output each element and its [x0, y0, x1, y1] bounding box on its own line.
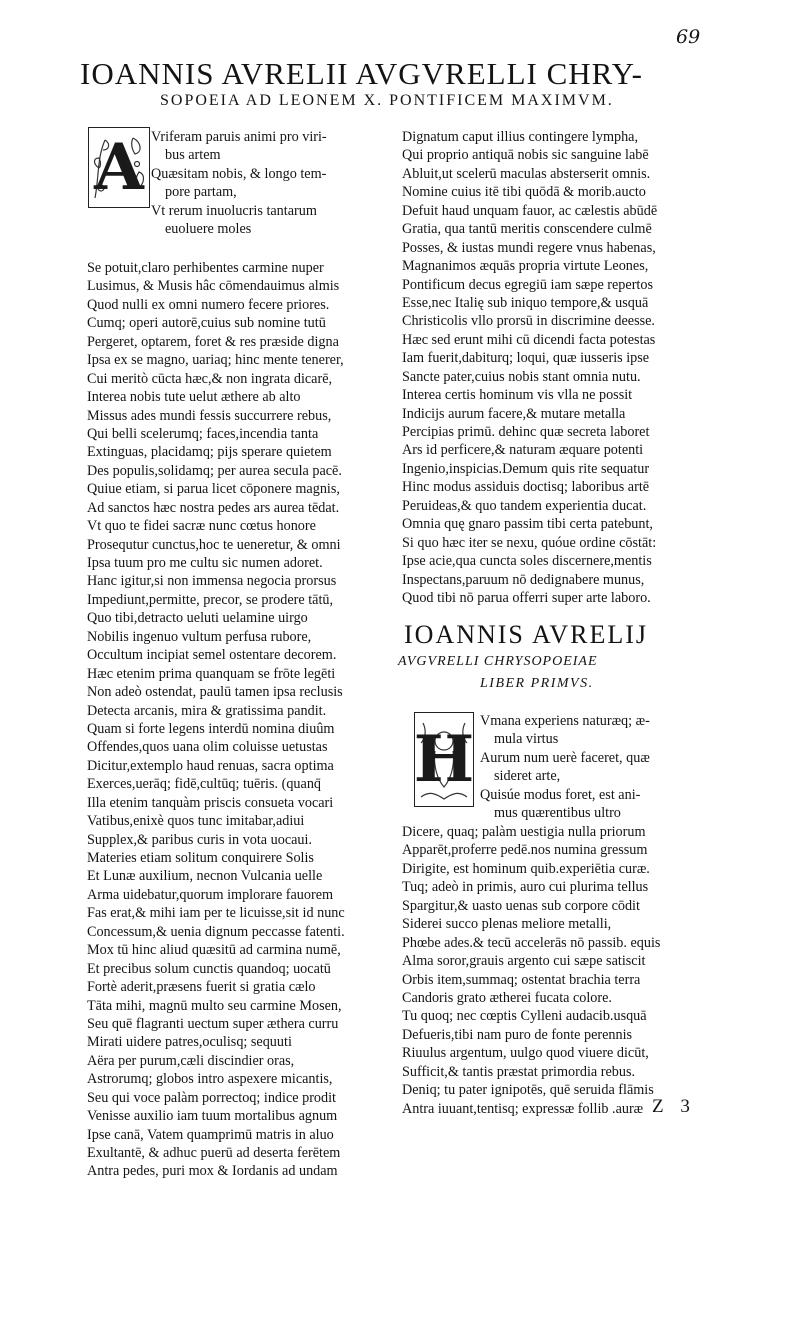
text-line: Prosequtur cunctus,hoc te ueneretur, & omni [87, 536, 341, 553]
text-line: Des populis,solidamq; per aurea secula pacē. [87, 462, 342, 479]
text-line: Ipsa ex se magno, uariaq; hinc mente tenerer, [87, 352, 344, 369]
text-line: Ars id perficere,& naturam æquare potenti [402, 442, 644, 459]
text-line: Qui belli scelerumq; faces,incendia tanta [87, 425, 319, 442]
text-line: Ipse canā, Vatem quamprimū matris in aluo [87, 1126, 334, 1143]
text-line: Ipsa tuum pro me cultu sic numen adoret. [87, 555, 323, 571]
text-line: Iam fuerit,dabiturq; loqui, quæ iusseris ipse [402, 350, 650, 367]
text-line: Indicijs aurum facere,& mutare metalla [402, 405, 626, 422]
text-line: Arma uidebatur,quorum implorare fauorem [87, 886, 334, 903]
page-number: 69 [676, 26, 701, 48]
title-line-1: IOANNIS AVRELII AVGVRELLI CHRY- [80, 56, 643, 91]
text-line: bus artem [165, 147, 221, 164]
bleed-through-shadow [402, 586, 722, 616]
text-line: Phœbe ades.& tecū accelerās nō passib. equis [402, 934, 661, 951]
text-line: Posses, & iustas mundi regere vnus habenas, [402, 239, 656, 256]
text-line: Hinc modus assiduis doctisq; laboribus artē [402, 479, 650, 496]
text-line: Si quo hæc iter se nexu, quóue ordine cōstāt: [402, 534, 657, 551]
text-line: Illa etenim tanquàm priscis consueta vocari [87, 794, 334, 811]
text-line: Percipias primū. dehinc quæ secreta laboret [402, 424, 650, 440]
text-line: Vt rerum inuolucris tantarum [151, 202, 317, 219]
initial-letter-h: H [413, 722, 475, 797]
text-line: Esse,nec Italię sub iniquo tempore,& usquā [402, 294, 649, 311]
book-heading-line-1: IOANNIS AVRELIJ [404, 620, 649, 649]
text-line: Gratia, qua tantū meritis conscendere culmē [402, 221, 652, 238]
text-line: Magnanimos æquās propria virtute Leones, [402, 258, 649, 275]
text-line: Deniq; tu pater ignipotēs, quē seruida flāmis [402, 1082, 654, 1099]
text-line: Christicolis vllo prorsū in discrimine deesse. [402, 313, 655, 330]
text-line: Interea certis hominum vis vlla ne possit [402, 387, 633, 404]
text-line: Riuulus argentum, uulgo quod viuere dicūt, [402, 1045, 649, 1062]
text-line: Cumq; operi autorē,cuius sub nomine tutū [87, 315, 326, 332]
text-line: Seu quē flagranti uectum super æthera curru [87, 1015, 339, 1032]
text-line: Vmana experiens naturæq; æ- [480, 713, 650, 729]
text-line: Missus ades mundi fessis succurrere rebus, [87, 407, 332, 424]
right-dropcap-text [480, 712, 712, 823]
text-line: Pontificum decus egregiū iam sæpe repertos [402, 276, 653, 293]
text-line: Cui meritò cūcta hæc,& non ingrata dicarē, [87, 370, 333, 387]
text-line: Lusimus, & Musis hâc cōmendauimus almis [87, 278, 340, 295]
text-line: Candoris grato ætherei fucata colore. [402, 989, 612, 1006]
text-line: Quisúe modus foret, est ani- [480, 786, 641, 803]
book-heading-line-2: AVGVRELLI CHRYSOPOEIAE [398, 654, 598, 669]
text-line: Mox tū hinc aliud quæsitū ad carmina numē, [87, 942, 341, 959]
text-line: Quod nulli ex omni numero fecere priores. [87, 296, 330, 313]
text-line: Astrorumq; globos intro aspexere micantis, [87, 1071, 333, 1088]
text-line: pore partam, [165, 184, 237, 201]
text-line: Offendes,quos uana olim coluisse uetustas [87, 739, 328, 756]
text-line: Pergeret, optarem, foret & res præside digna [87, 333, 339, 350]
initial-letter-a: A [94, 130, 144, 205]
text-line: Ipse acie,qua cuncta soles discernere,mentis [402, 553, 652, 570]
text-line: Tāta mihi, magnū multo seu carmine Mosen, [87, 997, 342, 1014]
text-line: Antra pedes, puri mox & Iordanis ad undam [87, 1163, 338, 1180]
text-line: sideret arte, [494, 768, 561, 785]
text-line: Exultantē, & adhuc puerū ad deserta ferētem [87, 1145, 341, 1161]
text-line: Spargitur,& uasto uenas sub corpore cōdit [402, 897, 640, 914]
text-line: Tu quoq; nec cœptis Cylleni audacib.usquā [402, 1008, 647, 1025]
text-line: Antra iuuant,tentisq; expressæ follib .auræ [402, 1100, 644, 1117]
text-line: Siderei succo plenas meliore metalli, [402, 916, 612, 933]
text-line: Concessum,& uenia dignum peccasse fatenti. [87, 923, 345, 940]
text-line: Alma soror,grauis argento cui sæpe satiscit [402, 953, 646, 970]
text-line: Omnia quę gnaro passim tibi certa patebunt, [402, 516, 653, 533]
text-line: Occultum incipiat semel ostentare decorem. [87, 647, 337, 664]
text-line: Hæc sed erunt mihi cū dicendi facta potestas [402, 331, 656, 348]
text-line: Non adeò ostendat, paulū tamen ipsa reclusis [87, 684, 343, 701]
text-line: Venisse auxilio iam tuum mortalibus agnum [87, 1108, 338, 1125]
text-line: Nobilis ingenuo vultum perfusa rubore, [87, 628, 312, 645]
text-line: Vriferam paruis animi pro viri- [151, 129, 327, 145]
text-line: Inspectans,paruum nō dedignabere munus, [402, 571, 645, 588]
text-line: Aurum num uerè faceret, quæ [480, 749, 650, 766]
text-line: Orbis item,summaq; ostentat brachia terra [402, 971, 641, 988]
text-line: Defueris,tibi nam puro de fonte perennis [402, 1026, 633, 1043]
text-line: Mirati uidere patres,oculisq; sequuti [87, 1034, 292, 1051]
text-line: Tuq; adeò in primis, auro cui plurima tellus [402, 879, 649, 896]
text-line: Defuit haud unquam fauor, ac cælestis abūdē [402, 202, 658, 219]
text-line: Sufficit,& tantis præstat primordia rebus. [402, 1063, 636, 1080]
text-line: Vt quo te fidei sacræ nunc cœtus honore [87, 518, 316, 535]
text-line: Quod tibi nō parua offerri super arte laboro. [402, 589, 651, 606]
text-line: Interea nobis tute uelut æthere ab alto [87, 389, 301, 406]
decorated-initial-h [414, 712, 474, 807]
text-line: Dicere, quaq; palàm uestigia nulla priorum [402, 824, 646, 840]
text-line: Apparēt,proferre pedē.nos numina gressum [402, 842, 648, 859]
text-line: Et Lunæ auxilium, necnon Vulcania uelle [87, 868, 323, 885]
text-line: Quam si forte legens interdū nomina diuûm [87, 720, 335, 737]
signature-mark: Z 3 [652, 1096, 696, 1117]
text-line: Vatibus,enixè quos tunc imitabar,adiui [87, 813, 305, 830]
text-line: Quæsitam nobis, & longo tem- [151, 165, 327, 182]
text-line: Peruideas,& quo tandem experientia ducat. [402, 497, 647, 514]
text-line: Ad sanctos hæc nostra pedes ars aurea tēdat. [87, 499, 340, 516]
text-line: Impediunt,permitte, precor, se prodere tātū, [87, 591, 334, 608]
right-column-text [402, 823, 712, 1118]
text-line: Detecta arcanis, mira & gratissima pandit. [87, 702, 327, 719]
title-line-2: SOPOEIA AD LEONEM X. PONTIFICEM MAXIMVM. [160, 92, 614, 109]
text-line: Hæc etenim prima quanquam se frōte legēti [87, 665, 336, 682]
text-line: Seu qui voce palàm porrectoq; indice prodit [87, 1089, 336, 1106]
text-line: Nomine cuius itē tibi quōdā & morib.aucto [402, 184, 646, 201]
text-line: Ingenio,inspicias.Demum quis rite sequatur [402, 460, 650, 477]
left-column-text [87, 259, 397, 1181]
text-line: Materies etiam solitum conquirere Solis [87, 850, 314, 866]
text-line: Qui proprio antiquā nobis sic sanguine labē [402, 147, 649, 164]
text-line: Abluit,ut scelerū maculas absterserit omnis. [402, 165, 651, 182]
text-line: Et precibus solum cunctis quandoq; uocatū [87, 960, 331, 977]
text-line: Supplex,& paribus curis in vota uocaui. [87, 831, 312, 848]
text-line: Quiue etiam, si parua licet cōponere magnis, [87, 481, 340, 498]
text-line: Aëra per purum,cæli discindier oras, [87, 1052, 295, 1069]
left-dropcap-text [151, 128, 363, 239]
text-line: Exerces,uerāq; fidē,cultūq; tuēris. (quanq̄ [87, 776, 322, 793]
text-line: Hanc igitur,si non immensa negocia prorsus [87, 573, 337, 590]
decorated-initial-a [88, 127, 150, 208]
text-line: euoluere moles [165, 221, 252, 238]
text-line: Se potuit,claro perhibentes carmine nuper [87, 260, 324, 276]
text-line: Dignatum caput illius contingere lympha, [402, 129, 639, 145]
text-line: Dicitur,extemplo haud renuas, sacra optima [87, 757, 334, 774]
text-line: Dirigite, est hominum quib.experiētia curæ. [402, 860, 650, 877]
text-line: Fortè aderit,præsens fuerit si gratia cælo [87, 979, 316, 996]
text-line: Sancte pater,cuius nobis stant omnia nutu. [402, 368, 641, 385]
text-line: mus quærentibus ultro [494, 805, 621, 822]
text-line: Fas erat,& mihi iam per te licuisse,sit id nunc [87, 905, 345, 922]
text-line: Quo tibi,detracto ueluti uelamine uirgo [87, 610, 308, 627]
text-line: Extinguas, placidamq; pijs sperare quietem [87, 444, 332, 461]
book-heading-line-3: LIBER PRIMVS. [480, 676, 594, 691]
right-column-top-text [402, 128, 712, 607]
text-line: mula virtus [494, 731, 559, 748]
